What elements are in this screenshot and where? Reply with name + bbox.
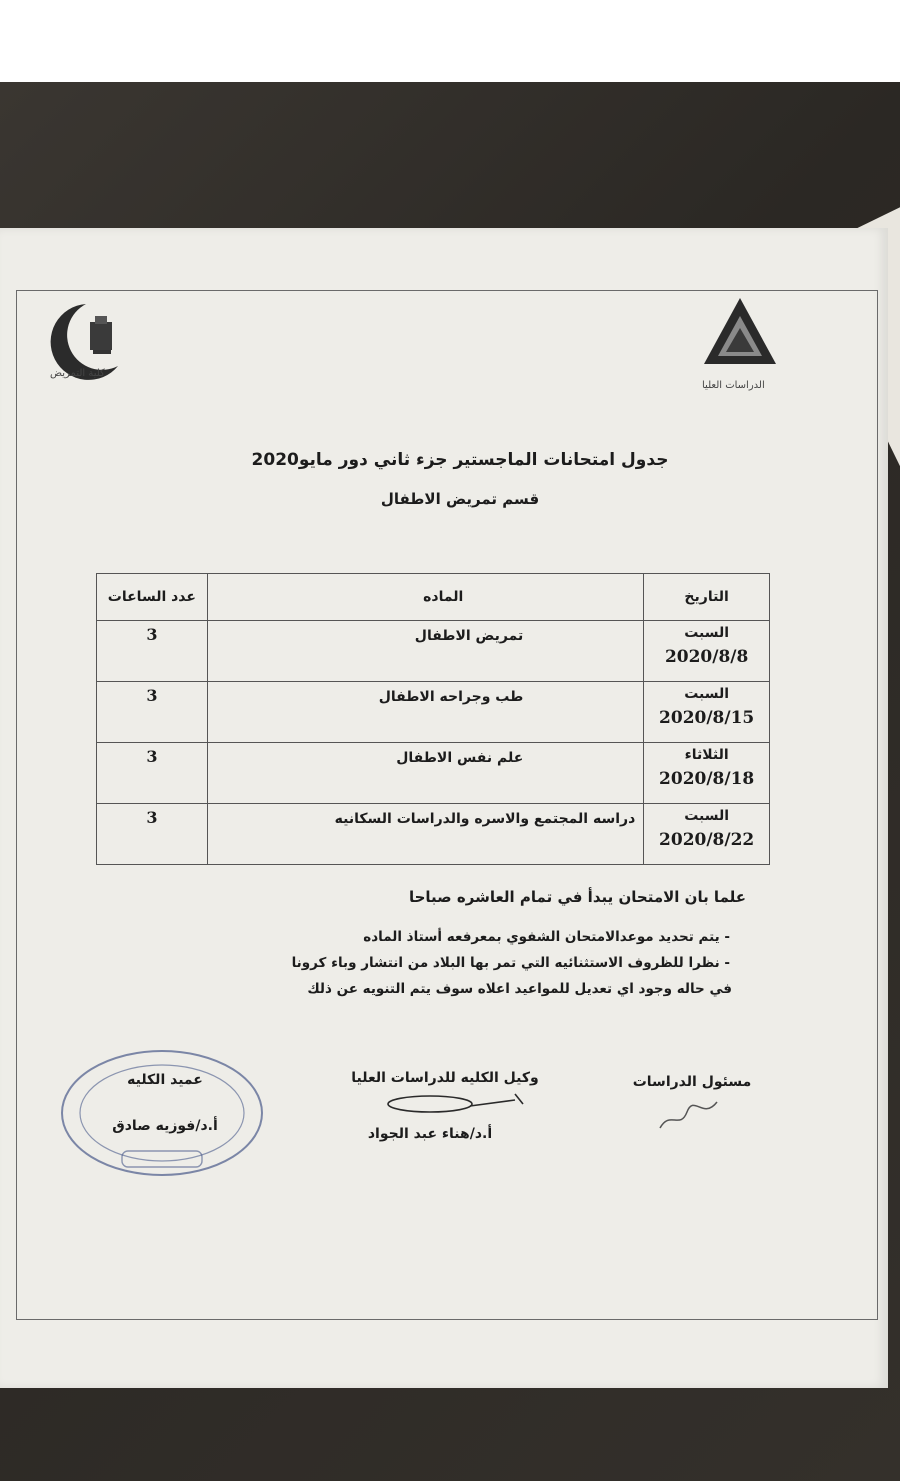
hours-value: 3 <box>146 747 158 766</box>
day-name: السبت <box>684 808 730 824</box>
hours-value: 3 <box>146 686 158 705</box>
handwritten-signature-icon <box>345 1086 545 1122</box>
date-cell <box>644 621 770 682</box>
header-date: التاريخ <box>644 574 770 621</box>
subject-name: دراسه المجتمع والاسره والدراسات السكانيه <box>334 811 636 827</box>
studies-officer-title: مسئول الدراسات <box>632 1074 752 1090</box>
dean-name: أ.د/فوزيه صادق <box>112 1118 218 1134</box>
notes-section <box>126 888 746 1002</box>
subject-cell <box>207 804 644 865</box>
day-name: الثلاثاء <box>684 747 729 763</box>
subject-name: تمريض الاطفال <box>414 628 524 644</box>
subject-cell <box>207 743 644 804</box>
document-page <box>0 228 888 1388</box>
hours-value: 3 <box>146 625 158 644</box>
exam-date: 2020/8/22 <box>659 830 755 850</box>
note-continuation: في حاله وجود اي تعديل للمواعيد اعلاه سوف يتم التنويه عن ذلك <box>307 981 732 997</box>
vice-dean-signature <box>320 1070 570 1142</box>
exam-date: 2020/8/18 <box>659 769 755 789</box>
note-item: - يتم تحديد موعدالامتحان الشفوي بمعرفعه أستاذ الماده <box>126 924 730 950</box>
university-triangle-logo-icon <box>700 294 780 394</box>
table-row <box>97 804 770 865</box>
hours-cell <box>97 621 208 682</box>
vice-dean-title: وكيل الكليه للدراسات العليا <box>351 1070 539 1086</box>
date-cell <box>644 682 770 743</box>
notes-heading: علما بان الامتحان يبدأ في تمام العاشره صباحا <box>408 888 746 906</box>
faculty-crescent-logo-icon <box>38 296 128 396</box>
notes-list <box>126 924 746 976</box>
subject-cell <box>207 621 644 682</box>
dean-title: عميد الكليه <box>127 1072 203 1088</box>
document-subtitle: قسم تمريض الاطفال <box>380 490 540 508</box>
document-title: جدول امتحانات الماجستير جزء ثاني دور مايو2020 <box>251 450 669 470</box>
exam-date: 2020/8/15 <box>659 708 755 728</box>
left-logo-caption: كلية التمريض <box>50 368 105 379</box>
header-subject: الماده <box>207 574 644 621</box>
day-name: السبت <box>684 625 730 641</box>
exam-schedule-table <box>96 573 770 865</box>
subject-cell <box>207 682 644 743</box>
table-header-row <box>97 574 770 621</box>
note-item: - نظرا للظروف الاستثنائيه التي تمر بها البلاد من انتشار وباء كرونا <box>126 950 730 976</box>
studies-officer-signature <box>612 1074 772 1090</box>
subject-name: علم نفس الاطفال <box>396 750 524 766</box>
hours-cell <box>97 743 208 804</box>
table-row <box>97 682 770 743</box>
dean-signature <box>60 1050 270 1134</box>
hours-value: 3 <box>146 808 158 827</box>
hours-cell <box>97 682 208 743</box>
day-name: السبت <box>684 686 730 702</box>
date-cell <box>644 743 770 804</box>
date-cell <box>644 804 770 865</box>
vice-dean-name: أ.د/هناء عبد الجواد <box>367 1126 493 1142</box>
hours-cell <box>97 804 208 865</box>
handwritten-signature-icon <box>655 1090 725 1140</box>
header-hours: عدد الساعات <box>97 574 208 621</box>
table-row <box>97 621 770 682</box>
right-logo-caption: الدراسات العليا <box>702 380 765 391</box>
subject-name: طب وجراحه الاطفال <box>378 689 524 705</box>
exam-date: 2020/8/8 <box>664 647 749 667</box>
table-row <box>97 743 770 804</box>
